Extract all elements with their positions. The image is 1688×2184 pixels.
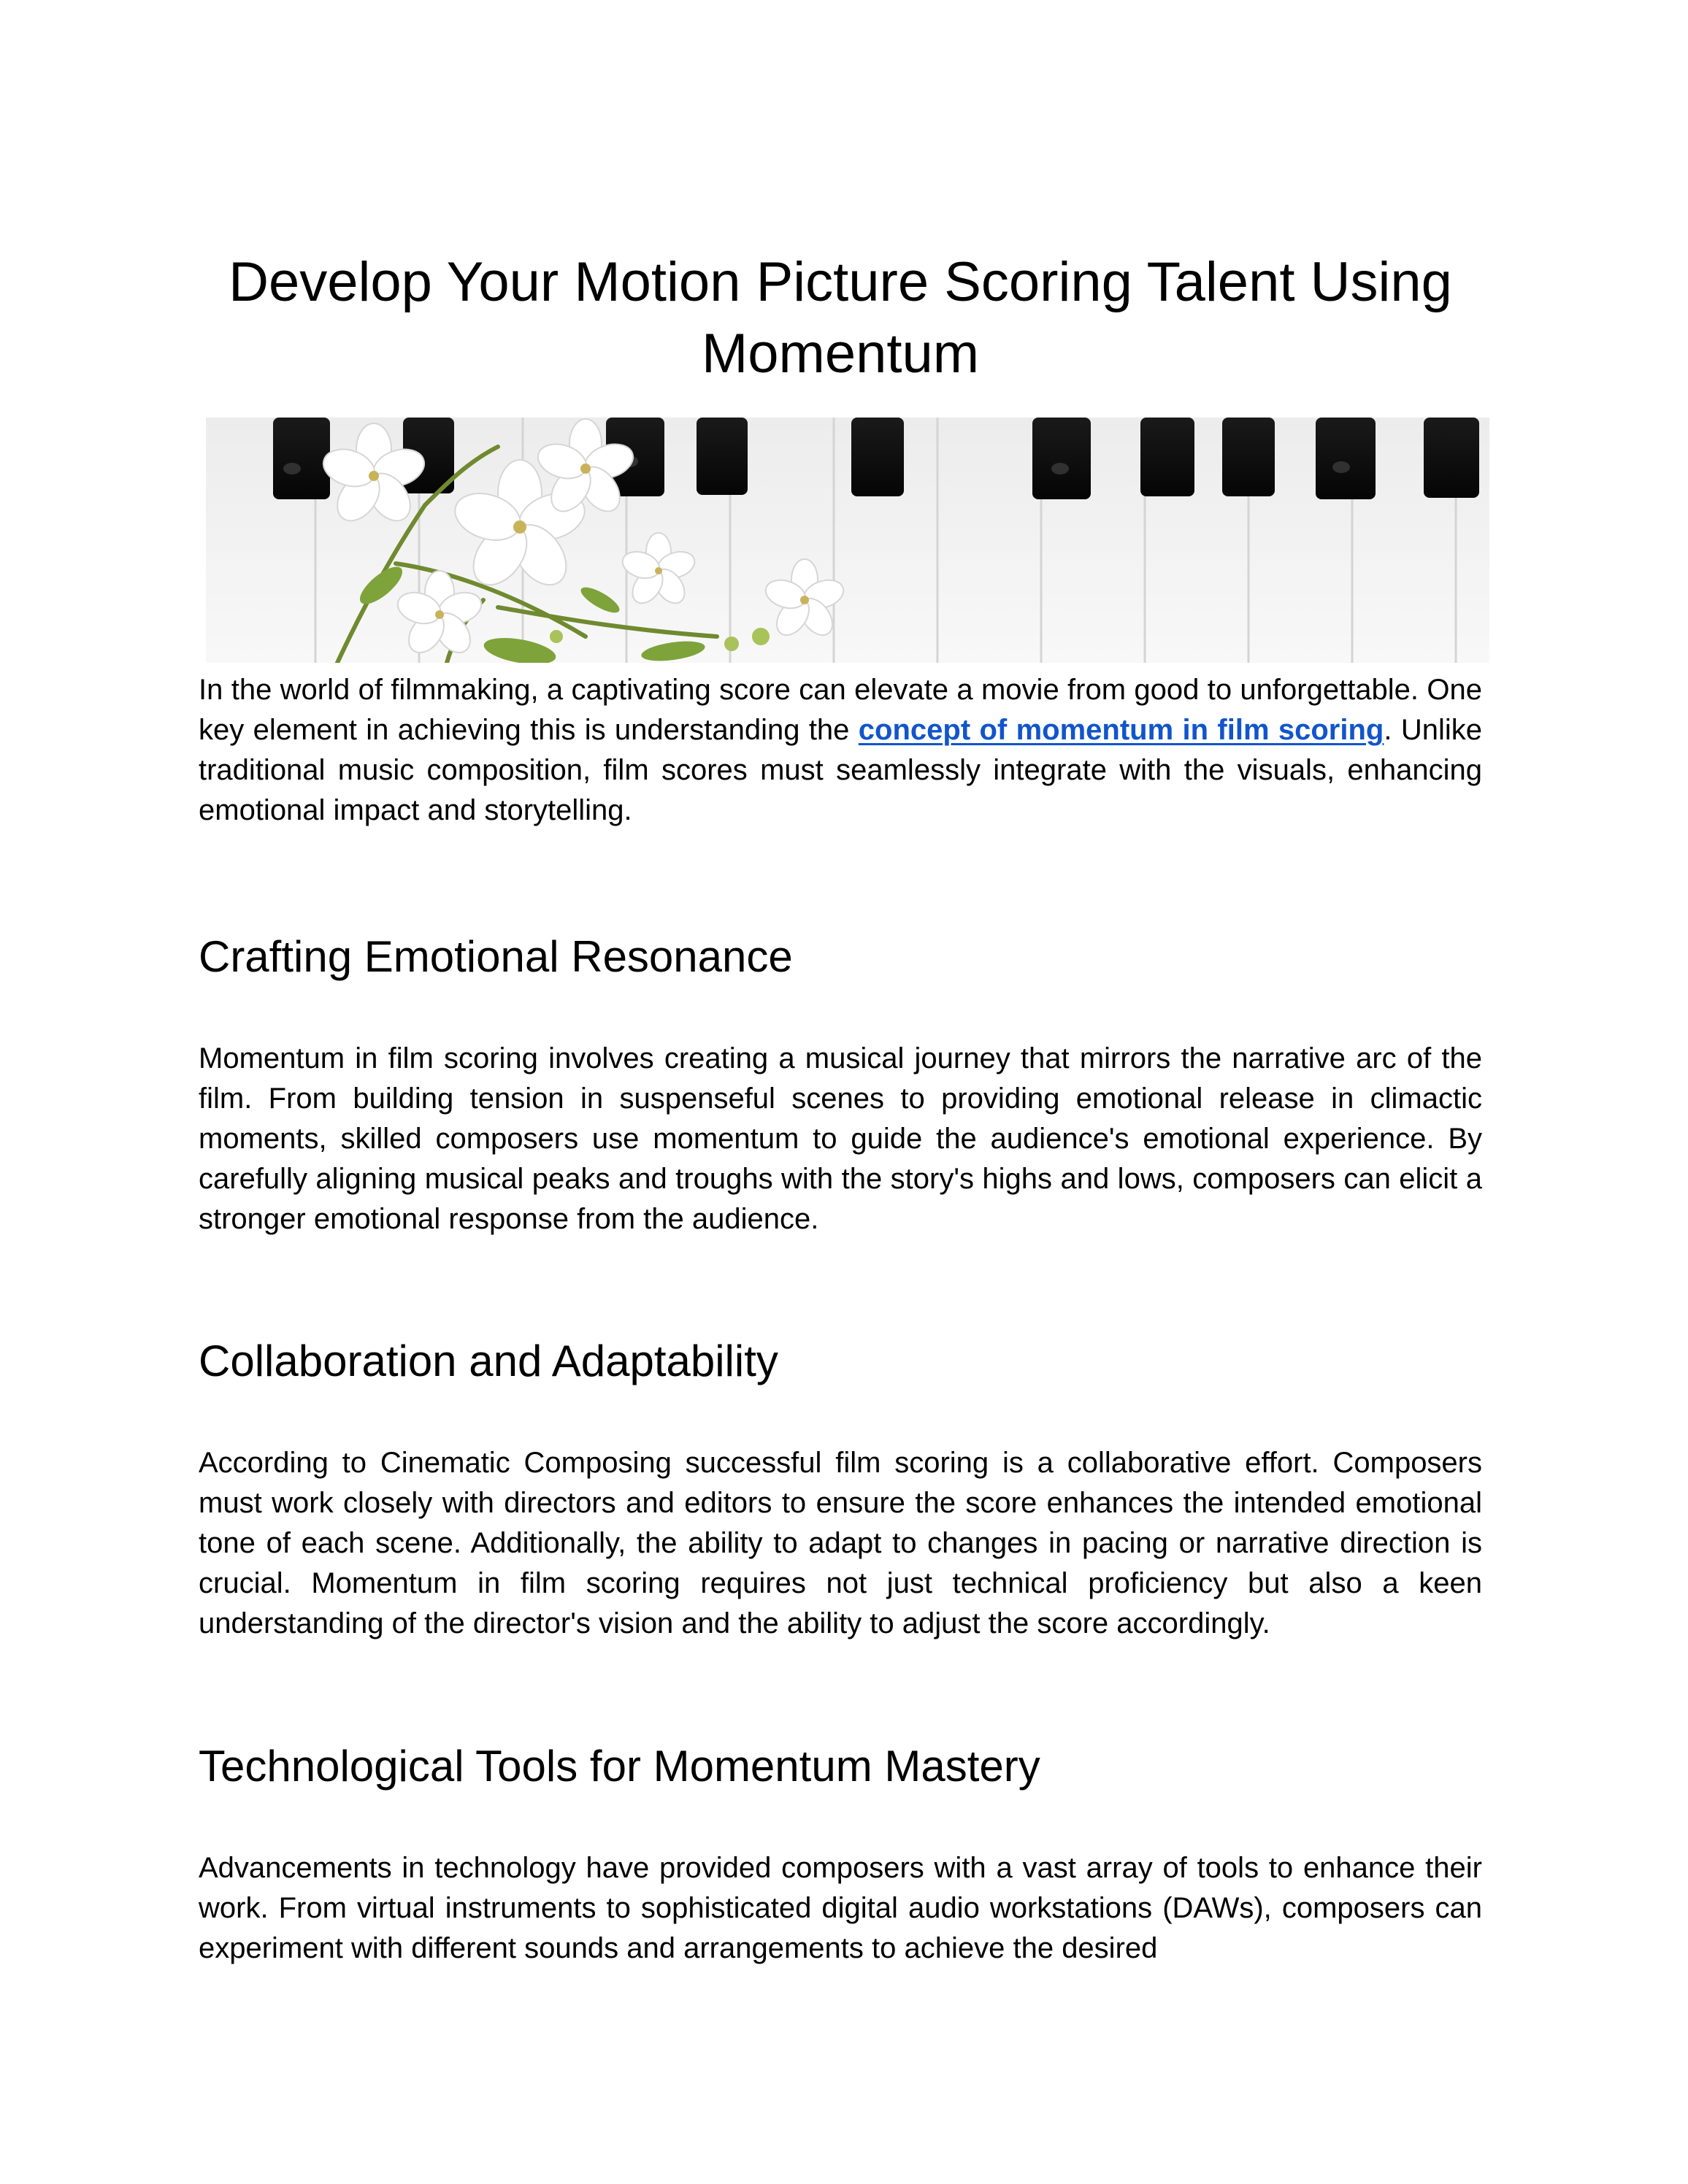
section-body-emotional-resonance: Momentum in film scoring involves creating a musical journey that mirrors the narrative arc of the film. From building tension in suspenseful scenes to providing emotional release in climactic moments, skilled composers use momentum to guide the audience's emotional experience. By carefully aligning musical peaks and troughs with the story's highs and lows, composers can elicit a stronger emotional response from the audience. bbox=[199, 1042, 1482, 1235]
section-body-technological-tools: Advancements in technology have provided composers with a vast array of tools to enhance their work. From virtual instruments to sophisticated digital audio workstations (DAWs), composers can experiment with different sounds and arrangements to achieve the desired bbox=[199, 1852, 1482, 1964]
hero-image bbox=[206, 418, 1489, 663]
intro-text-after-link: . Unlike traditional music composition, film scores must seamlessly integrate with the visuals, enhancing emotional impact and storytelling. bbox=[199, 714, 1482, 826]
momentum-concept-link[interactable]: concept of momentum in film scoring bbox=[858, 714, 1384, 746]
intro-text-before-link: In the world of filmmaking, a captivating score can elevate a movie from good to unforgettable. One key element in achieving this is understanding the bbox=[199, 674, 1482, 746]
intro-paragraph bbox=[199, 670, 1482, 831]
piano-blossom-illustration bbox=[206, 418, 1489, 663]
page-title: Develop Your Motion Picture Scoring Talent Using Momentum bbox=[229, 251, 1452, 385]
section-heading-technological-tools: Technological Tools for Momentum Mastery bbox=[199, 1742, 1040, 1791]
section-heading-collaboration: Collaboration and Adaptability bbox=[199, 1337, 778, 1385]
section-body-collaboration: According to Cinematic Composing successful film scoring is a collaborative effort. Composers must work closely with directors and editors to ensure the score enhances the intended emotional tone of each scene. Additionally, the ability to adapt to changes in pacing or narrative direction is crucial. Momentum in film scoring requires not just technical proficiency but also a keen understanding of the director's vision and the ability to adjust the score accordingly. bbox=[199, 1447, 1482, 1639]
section-heading-emotional-resonance: Crafting Emotional Resonance bbox=[199, 932, 793, 981]
